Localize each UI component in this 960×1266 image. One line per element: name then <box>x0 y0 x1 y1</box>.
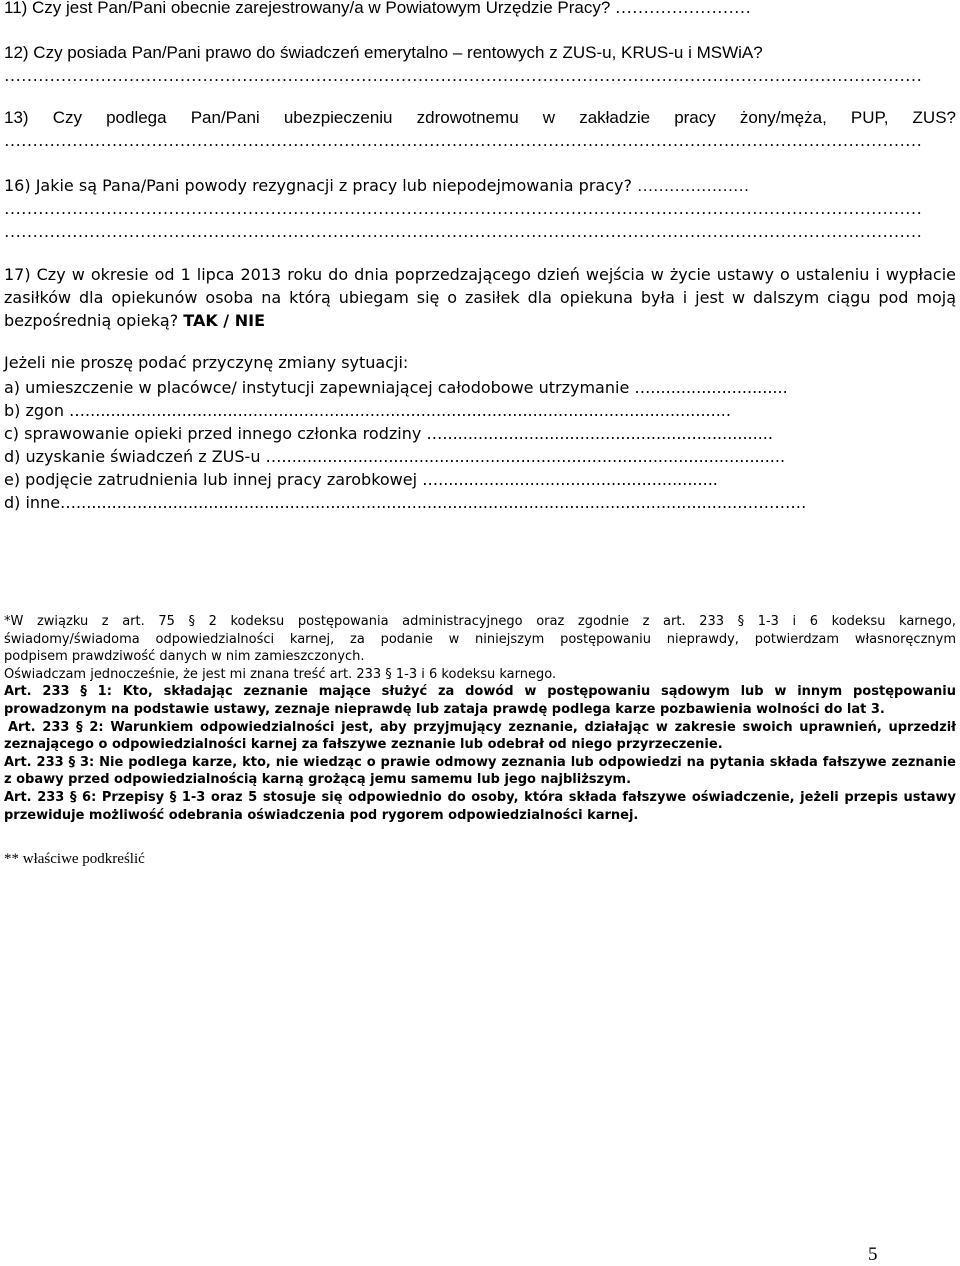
article-233-1-cont: prowadzonym na podstawie ustawy, zeznaje nieprawdę lub zataja prawdę podlega karze pozbawienia wolności do lat 3. <box>4 701 885 717</box>
question-17-text: 17) Czy w okresie od 1 lipca 2013 roku do dnia poprzedzającego dzień wejścia w życie ustawy o ustaleniu i wypłacie zasiłków dla opiekunów osoba na którą ubiegam się o zasiłek dla opiekuna była i jest w dalszym ciągu pod moją bezpośrednią opieką? <box>4 265 956 330</box>
question-16-answer-dots-line3: ……………………………………………………………………………………………………………………………………………… <box>4 222 922 241</box>
question-13-answer-dots: ……………………………………………………………………………………………………………………………………………… <box>4 131 922 150</box>
reason-item: d) uzyskanie świadczeń z ZUS-u …................................................................................................... <box>4 447 786 466</box>
question-11-answer-dots: …………………… <box>615 0 752 17</box>
question-12-text: 12) Czy posiada Pan/Pani prawo do świadczeń emerytalno – rentowych z ZUS-u, KRUS-u i MSWiA? <box>4 43 763 62</box>
note-line: podpisem prawdziwość danych w nim zamieszczonych. <box>4 649 365 665</box>
question-16-answer-dots-line2: ……………………………………………………………………………………………………………………………………………… <box>4 199 922 218</box>
note-line: Oświadczam jednocześnie, że jest mi znana treść art. 233 § 1-3 i 6 kodeksu karnego. <box>4 666 557 682</box>
reason-item: c) sprawowanie opieki przed innego członka rodziny …................................................................. <box>4 424 773 443</box>
article-233-3: Art. 233 § 3: Nie podlega karze, kto, nie wiedząc o prawie odmowy zeznania lub odpowiedzi na pytania składa fałszywe zeznanie <box>4 754 956 770</box>
question-11-text: 11) Czy jest Pan/Pani obecnie zarejestrowany/a w Powiatowym Urzędzie Pracy? <box>4 0 611 17</box>
question-11 <box>4 0 751 18</box>
footnote: ** właściwe podkreślić <box>4 851 145 867</box>
note-line: *W związku z art. 75 § 2 kodeksu postępowania administracyjnego oraz zgodnie z art. 233 § 1-3 i 6 kodeksu karnego, <box>4 614 956 629</box>
question-13-text: 13) Czy podlega Pan/Pani ubezpieczeniu zdrowotnemu w zakładzie pracy żony/męża, PUP, ZUS? <box>4 108 956 127</box>
article-233-2: Art. 233 § 2: Warunkiem odpowiedzialności jest, aby przyjmujący zeznanie, działając w zakresie swoich uprawnień, uprzedził <box>8 719 956 735</box>
article-233-6-cont: przewiduje możliwość odebrania oświadczenia pod rygorem odpowiedzialności karnej. <box>4 807 639 823</box>
page-number: 5 <box>868 1244 878 1265</box>
legal-notes <box>4 613 956 824</box>
question-16 <box>4 176 749 196</box>
question-16-text: 16) Jakie są Pana/Pani powody rezygnacji z pracy lub niepodejmowania pracy? <box>4 176 632 195</box>
reason-item: d) inne…...................................................................................................................................………… <box>4 493 807 512</box>
question-12-answer-dots: ……………………………………………………………………………………………………………………………………………… <box>4 66 922 85</box>
reason-item: b) zgon …............................................................................................................................... <box>4 401 731 420</box>
article-233-3-cont: z obawy przed odpowiedzialnością karną grożącą jemu samemu lub jego najbliższym. <box>4 772 632 788</box>
reasons-list <box>4 376 956 514</box>
question-17-answer-options: TAK / NIE <box>183 311 265 330</box>
question-17 <box>4 263 956 332</box>
reason-item: e) podjęcie zatrudnienia lub innej pracy zarobkowej …....................................................... <box>4 470 718 489</box>
reasons-intro: Jeżeli nie proszę podać przyczynę zmiany sytuacji: <box>4 353 409 372</box>
article-233-2-cont: zeznającego o odpowiedzialności karnej za fałszywe zeznanie lub odebrał od niego przyrzeczenie. <box>4 737 723 753</box>
article-233-1: Art. 233 § 1: Kto, składając zeznanie mające służyć za dowód w postępowaniu sądowym lub w innym postępowaniu <box>4 684 956 700</box>
question-16-answer-dots: ………………… <box>637 178 750 195</box>
article-233-6: Art. 233 § 6: Przepisy § 1-3 oraz 5 stosuje się odpowiednio do osoby, która składa fałszywe oświadczenie, jeżeli przepis ustawy <box>4 789 956 805</box>
reason-item: a) umieszczenie w placówce/ instytucji zapewniającej całodobowe utrzymanie …........................... <box>4 378 788 397</box>
note-line: świadomy/świadoma odpowiedzialności karnej, za podanie w niniejszym postępowaniu nieprawdy, potwierdzam własnoręcznym <box>4 631 956 647</box>
